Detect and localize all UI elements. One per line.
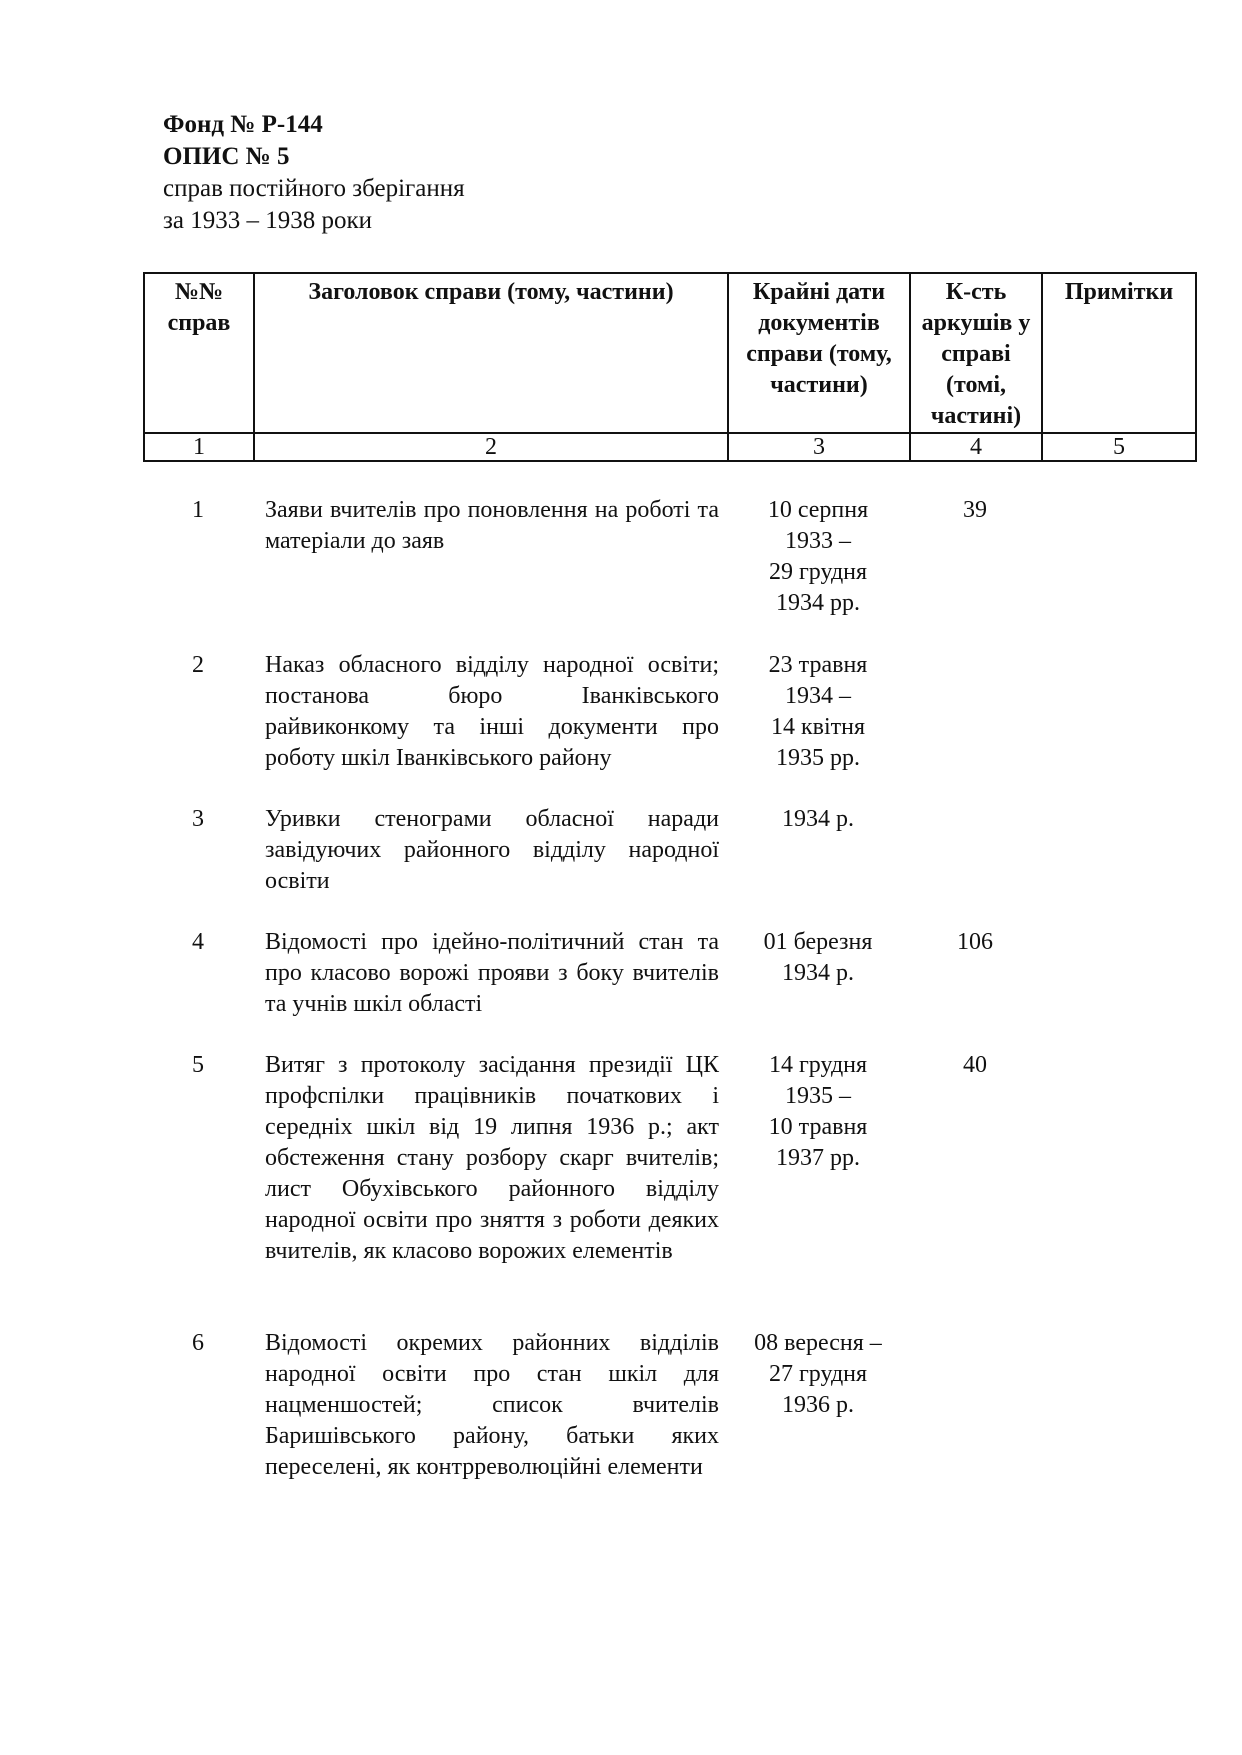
fond-number: Фонд № Р-144 — [163, 111, 323, 138]
case-dates: 23 травня 1934 – 14 квітня 1935 рр. — [768, 652, 868, 771]
case-sheets: 40 — [963, 1052, 987, 1078]
case-title: Заяви вчителів про поновлення на роботі та матеріали до заяв — [265, 497, 719, 554]
column-number-3: 3 — [728, 433, 910, 461]
case-dates: 1934 р. — [782, 806, 854, 832]
case-number: 2 — [192, 652, 204, 678]
case-title: Уривки стенограми обласної наради завідуючих районного відділу народної освіти — [265, 806, 719, 894]
column-header-title: Заголовок справи (тому, частини) — [254, 273, 728, 433]
column-header-sheets: К-сть аркушів у справі (томі, частині) — [910, 273, 1042, 433]
column-header-number: №№ справ — [144, 273, 254, 433]
case-number: 4 — [192, 929, 204, 955]
case-dates: 10 серпня 1933 – 29 грудня 1934 рр. — [767, 497, 869, 616]
case-dates: 01 березня 1934 р. — [763, 929, 873, 986]
table-header — [143, 272, 1197, 462]
inventory-number: ОПИС № 5 — [163, 143, 290, 170]
column-number-1: 1 — [144, 433, 254, 461]
case-dates: 08 вересня – 27 грудня 1936 р. — [754, 1330, 882, 1418]
column-number-4: 4 — [910, 433, 1042, 461]
case-number: 1 — [192, 497, 204, 523]
column-header-notes: Примітки — [1042, 273, 1196, 433]
case-title: Наказ обласного відділу народної освіти; постанова бюро Іванківського райвиконкому та інші документи про роботу шкіл Іванківського району — [265, 652, 719, 771]
column-number-2: 2 — [254, 433, 728, 461]
column-header-dates: Крайні дати документів справи (тому, частини) — [728, 273, 910, 433]
case-number: 3 — [192, 806, 204, 832]
document-heading — [163, 109, 465, 237]
case-number: 5 — [192, 1052, 204, 1078]
case-title: Відомості окремих районних відділів народної освіти про стан шкіл для нацменшостей; список вчителів Баришівського району, батьки яких переселені, як контрреволюційні елементи — [265, 1330, 719, 1480]
case-title: Відомості про ідейно-політичний стан та про класово ворожі прояви з боку вчителів та учнів шкіл області — [265, 929, 719, 1017]
case-number: 6 — [192, 1330, 204, 1356]
column-number-5: 5 — [1042, 433, 1196, 461]
case-sheets: 39 — [963, 497, 987, 523]
case-sheets: 106 — [957, 929, 993, 955]
heading-line-1: справ постійного зберігання — [163, 175, 465, 202]
case-dates: 14 грудня 1935 – 10 травня 1937 рр. — [768, 1052, 868, 1171]
heading-line-2: за 1933 – 1938 роки — [163, 207, 372, 234]
case-title: Витяг з протоколу засідання президії ЦК профспілки працівників початкових і середніх шкіл від 19 липня 1936 р.; акт обстеження стану розбору скарг вчителів; лист Обухівського районного відділу народної освіти про зняття з роботи деяких вчителів, як класово ворожих елементів — [265, 1052, 719, 1264]
